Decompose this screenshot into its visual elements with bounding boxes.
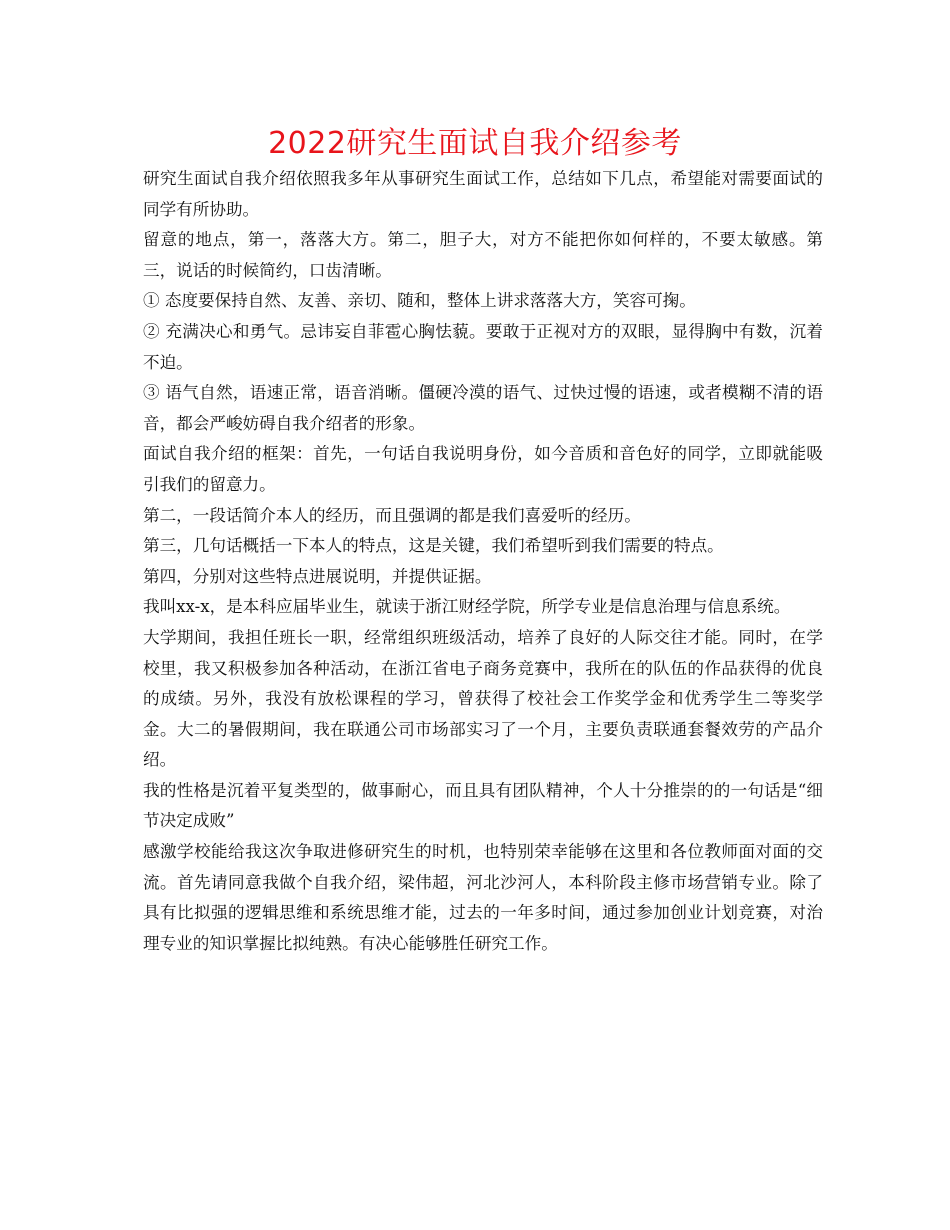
- paragraph-sample-university: 大学期间，我担任班长一职，经常组织班级活动，培养了良好的人际交往才能。同时，在学校里，我又积极参加各种活动，在浙江省电子商务竞赛中，我所在的队伍的作品获得的优良的成绩。另外，我没有放松课程的学习，曾获得了校社会工作奖学金和优秀学生二等奖学金。大二的暑假期间，我在联通公司市场部实习了一个月，主要负责联通套餐效劳的产品介绍。: [143, 627, 823, 770]
- document-title: 2022研究生面试自我介绍参考: [268, 126, 682, 161]
- paragraph-point-1: ① 态度要保持自然、友善、亲切、随和，整体上讲求落落大方，笑容可掬。: [143, 291, 696, 311]
- paragraph-sample-intro: 我叫xx-x，是本科应届毕业生，就读于浙江财经学院，所学专业是信息治理与信息系统。: [143, 597, 791, 617]
- paragraph-point-2: ② 充满决心和勇气。忌讳妄自菲雹心胸怯藐。要敢于正视对方的双眼，显得胸中有数，沉着不迫。: [143, 321, 823, 372]
- paragraph-notes: 留意的地点，第一，落落大方。第二，胆子大，对方不能把你如何样的，不要太敏感。第三，说话的时候简约，口齿清晰。: [143, 230, 823, 280]
- paragraph-intro: 研究生面试自我介绍依照我多年从事研究生面试工作，总结如下几点，希望能对需要面试的同学有所协助。: [143, 169, 823, 219]
- paragraph-third: 第三，几句话概括一下本人的特点，这是关键，我们希望听到我们需要的特点。: [143, 536, 724, 556]
- paragraph-fourth: 第四，分别对这些特点进展说明，并提供证据。: [143, 566, 492, 586]
- paragraph-sample-personality: 我的性格是沉着平复类型的，做事耐心，而且具有团队精神，个人十分推崇的的一句话是“细节决定成败”: [143, 780, 823, 831]
- document-body: [143, 164, 823, 959]
- paragraph-point-3: ③ 语气自然，语速正常，语音消晰。僵硬冷漠的语气、过快过慢的语速，或者模糊不清的语音，都会严峻妨碍自我介绍者的形象。: [143, 383, 823, 433]
- paragraph-sample-closing: 感激学校能给我这次争取进修研究生的时机，也特别荣幸能够在这里和各位教师面对面的交流。首先请同意我做个自我介绍，梁伟超，河北沙河人，本科阶段主修市场营销专业。除了具有比拟强的逻辑思维和系统思维才能，过去的一年多时间，通过参加创业计划竞赛，对治理专业的知识掌握比拟纯熟。有决心能够胜任研究工作。: [143, 842, 823, 953]
- paragraph-second: 第二，一段话简介本人的经历，而且强调的都是我们喜爱听的经历。: [143, 505, 641, 525]
- paragraph-framework: 面试自我介绍的框架：首先，一句话自我说明身份，如今音质和音色好的同学，立即就能吸引我们的留意力。: [143, 444, 823, 494]
